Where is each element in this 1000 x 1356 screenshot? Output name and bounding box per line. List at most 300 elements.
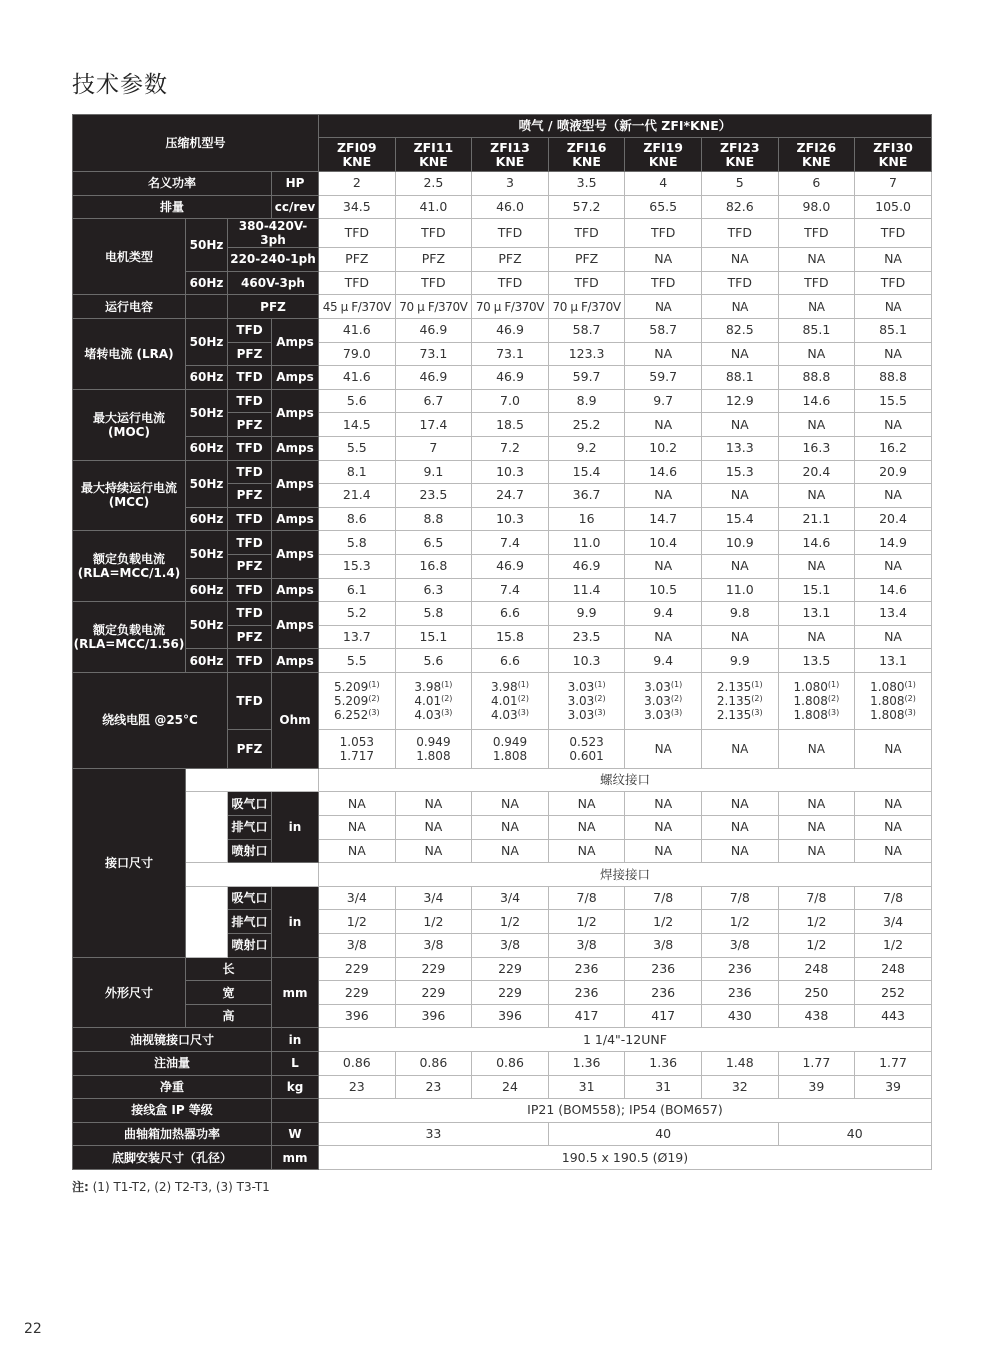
displacement-row xyxy=(73,195,932,219)
type-label: TFD xyxy=(228,672,272,729)
value-cell: 40 xyxy=(778,1122,931,1146)
model-header xyxy=(701,138,778,172)
current-row xyxy=(73,507,932,531)
value-cell: 0.86 xyxy=(319,1052,396,1076)
value-cell: 1/2 xyxy=(778,910,855,934)
value-cell: NA xyxy=(395,792,472,816)
value-cell: 18.5 xyxy=(472,413,549,437)
row-label xyxy=(73,318,186,389)
row-label-text: (RLA=MCC/1.4) xyxy=(77,566,181,581)
value-cell: 1.77 xyxy=(778,1052,855,1076)
value-cell: 105.0 xyxy=(855,195,932,219)
value-cell: 46.9 xyxy=(548,554,625,578)
value-cell: 11.4 xyxy=(548,578,625,602)
value-cell: NA xyxy=(778,342,855,366)
ip-row xyxy=(73,1099,932,1123)
value-cell: 9.4 xyxy=(625,602,702,626)
value-cell: 3/8 xyxy=(701,934,778,958)
voltage-label: 380-420V-3ph xyxy=(228,219,319,248)
value-cell: NA xyxy=(701,484,778,508)
value-cell: TFD xyxy=(319,219,396,248)
footnote-ref: (3) xyxy=(670,707,683,717)
value-cell xyxy=(548,672,625,729)
value-cell: 5.8 xyxy=(319,531,396,555)
value-cell: NA xyxy=(778,625,855,649)
resistance-value: 1.808 xyxy=(793,693,828,708)
footnote-ref: (2) xyxy=(368,693,380,703)
value-cell: 3/4 xyxy=(855,910,932,934)
value-cell: 7/8 xyxy=(548,886,625,910)
value-cell: 1.36 xyxy=(548,1052,625,1076)
value-cell: 7 xyxy=(855,172,932,196)
value-cell: 16.2 xyxy=(855,436,932,460)
hp-row xyxy=(73,172,932,196)
value-cell: 9.7 xyxy=(625,389,702,413)
value-cell: TFD xyxy=(625,271,702,295)
value-cell: 1.48 xyxy=(701,1052,778,1076)
value-cell: 59.7 xyxy=(625,366,702,390)
value-cell: 14.9 xyxy=(855,531,932,555)
weight-row xyxy=(73,1075,932,1099)
value-cell: 13.4 xyxy=(855,602,932,626)
type-label: TFD xyxy=(228,436,272,460)
row-label: 底脚安装尺寸（孔径） xyxy=(73,1146,272,1170)
value-cell: 5.6 xyxy=(395,649,472,673)
unit-label: Amps xyxy=(272,649,319,673)
connection-row xyxy=(73,863,932,887)
resistance-value: NA xyxy=(654,741,672,756)
motor-row xyxy=(73,219,932,248)
value-cell: TFD xyxy=(319,271,396,295)
model-suffix: KNE xyxy=(342,153,372,169)
footnote-ref: (2) xyxy=(670,693,683,703)
resistance-value: 3.98 xyxy=(414,679,442,694)
model-name: ZFI13 xyxy=(490,139,530,155)
value-cell: 14.6 xyxy=(625,460,702,484)
freq-label: 60Hz xyxy=(186,271,228,295)
value-cell xyxy=(319,729,396,768)
value-cell xyxy=(778,729,855,768)
resistance-value: 5.209 xyxy=(333,679,369,694)
value-cell: TFD xyxy=(701,271,778,295)
value-cell xyxy=(855,729,932,768)
resistance-value: NA xyxy=(807,741,825,756)
value-cell xyxy=(548,729,625,768)
value-cell: 15.5 xyxy=(855,389,932,413)
value-cell: 6.6 xyxy=(472,649,549,673)
value-cell: 15.3 xyxy=(701,460,778,484)
unit-label: in xyxy=(272,886,319,957)
resistance-value: 1.053 xyxy=(339,734,374,749)
value-cell: 9.2 xyxy=(548,436,625,460)
blank-label xyxy=(272,1099,319,1123)
value-cell: 34.5 xyxy=(319,195,396,219)
value-cell: 250 xyxy=(778,981,855,1005)
value-cell: 7.4 xyxy=(472,578,549,602)
model-suffix: KNE xyxy=(495,153,525,169)
footnote-ref: (2) xyxy=(517,693,530,703)
value-cell: 13.1 xyxy=(778,602,855,626)
port-label: 吸气口 xyxy=(228,886,272,910)
value-cell: 36.7 xyxy=(548,484,625,508)
resistance-value: 1.080 xyxy=(870,679,905,694)
row-label xyxy=(73,531,186,602)
value-cell: 46.9 xyxy=(472,366,549,390)
value-cell: 7.0 xyxy=(472,389,549,413)
model-header xyxy=(625,138,702,172)
value-cell: 88.1 xyxy=(701,366,778,390)
value-cell: 3/8 xyxy=(472,934,549,958)
value-cell: 70 μ F/370V xyxy=(395,295,472,319)
value-cell: 20.9 xyxy=(855,460,932,484)
value-cell: 1/2 xyxy=(548,910,625,934)
value-cell: 9.8 xyxy=(701,602,778,626)
current-row xyxy=(73,318,932,342)
current-row xyxy=(73,366,932,390)
type-label: TFD xyxy=(228,389,272,413)
value-cell: 11.0 xyxy=(701,578,778,602)
blank-cell xyxy=(186,886,228,957)
value-cell: 13.1 xyxy=(855,649,932,673)
value-cell: 16 xyxy=(548,507,625,531)
value-cell: 0.86 xyxy=(395,1052,472,1076)
value-cell: 236 xyxy=(548,957,625,981)
value-cell: NA xyxy=(778,248,855,272)
value-cell: 16.3 xyxy=(778,436,855,460)
current-row xyxy=(73,578,932,602)
unit-label: mm xyxy=(272,957,319,1028)
value-cell: 15.3 xyxy=(319,554,396,578)
value-cell: 14.6 xyxy=(855,578,932,602)
value-cell: NA xyxy=(625,342,702,366)
value-cell: 1/2 xyxy=(855,934,932,958)
value-cell: 6 xyxy=(778,172,855,196)
value-cell: TFD xyxy=(855,271,932,295)
freq-label: 50Hz xyxy=(186,219,228,272)
value-cell: 123.3 xyxy=(548,342,625,366)
model-header xyxy=(395,138,472,172)
value-cell: NA xyxy=(472,816,549,840)
value-cell: 396 xyxy=(319,1004,396,1028)
resistance-value: 3.98 xyxy=(490,679,518,694)
value-cell: PFZ xyxy=(395,248,472,272)
value-cell: 13.5 xyxy=(778,649,855,673)
value-cell: 236 xyxy=(625,981,702,1005)
value-cell: 3/4 xyxy=(395,886,472,910)
resistance-value: 4.01 xyxy=(490,693,518,708)
value-cell: 6.3 xyxy=(395,578,472,602)
footnote-ref: (2) xyxy=(904,693,916,703)
value-cell xyxy=(625,729,702,768)
value-cell: 45 μ F/370V xyxy=(319,295,396,319)
value-cell: 40 xyxy=(548,1122,778,1146)
value-cell: 21.4 xyxy=(319,484,396,508)
value-cell: NA xyxy=(472,839,549,863)
row-label: 曲轴箱加热器功率 xyxy=(73,1122,272,1146)
value-cell: 16.8 xyxy=(395,554,472,578)
footnote-ref: (3) xyxy=(517,707,530,717)
value-cell: NA xyxy=(701,554,778,578)
dimension-label: 长 xyxy=(186,957,272,981)
value-cell: 15.1 xyxy=(778,578,855,602)
type-label: PFZ xyxy=(228,729,272,768)
model-name: ZFI09 xyxy=(336,139,377,155)
value-cell: 229 xyxy=(472,957,549,981)
value-cell: 12.9 xyxy=(701,389,778,413)
port-label: 吸气口 xyxy=(228,792,272,816)
type-label: TFD xyxy=(228,366,272,390)
value-cell: 3/4 xyxy=(472,886,549,910)
resistance-value: 4.03 xyxy=(414,707,442,722)
value-cell: 24 xyxy=(472,1075,549,1099)
resistance-value: 3.03 xyxy=(567,679,595,694)
resistance-value: NA xyxy=(884,741,902,756)
type-label: TFD xyxy=(228,531,272,555)
unit-label: Amps xyxy=(272,602,319,649)
model-name: ZFI26 xyxy=(796,139,837,155)
resistance-value: 2.135 xyxy=(716,679,752,694)
page-number: 22 xyxy=(24,1321,42,1337)
model-suffix: KNE xyxy=(419,153,448,169)
resistance-value: 1.808 xyxy=(492,748,528,763)
value-cell: 248 xyxy=(778,957,855,981)
value-cell: TFD xyxy=(855,219,932,248)
value-cell: 3/8 xyxy=(625,934,702,958)
value-cell: 5 xyxy=(701,172,778,196)
row-label: 排量 xyxy=(73,195,272,219)
row-label: 绕线电阻 @25°C xyxy=(73,672,228,768)
value-cell: NA xyxy=(701,839,778,863)
value-cell: NA xyxy=(625,295,702,319)
value-cell: TFD xyxy=(472,271,549,295)
connection-row xyxy=(73,792,932,816)
value-cell: 46.0 xyxy=(472,195,549,219)
value-cell: 396 xyxy=(395,1004,472,1028)
freq-label: 60Hz xyxy=(186,649,228,673)
row-label: 油视镜接口尺寸 xyxy=(73,1028,272,1052)
value-cell: NA xyxy=(778,484,855,508)
value-cell: 0.86 xyxy=(472,1052,549,1076)
type-label: TFD xyxy=(228,602,272,626)
current-row xyxy=(73,460,932,484)
unit-label: Amps xyxy=(272,507,319,531)
value-cell: TFD xyxy=(778,219,855,248)
value-cell: NA xyxy=(701,792,778,816)
value-cell: NA xyxy=(701,625,778,649)
footnote-ref: (1) xyxy=(441,679,453,689)
freq-label: 50Hz xyxy=(186,318,228,365)
value-cell: 39 xyxy=(778,1075,855,1099)
dimension-row xyxy=(73,981,932,1005)
value-cell: 10.9 xyxy=(701,531,778,555)
type-label: TFD xyxy=(228,318,272,342)
series-header: 喷气 / 喷液型号（新一代 ZFI*KNE） xyxy=(319,115,932,138)
value-cell: PFZ xyxy=(319,248,396,272)
row-label: 接口尺寸 xyxy=(73,768,186,957)
resistance-value: 2.135 xyxy=(716,693,752,708)
value-cell: 9.9 xyxy=(701,649,778,673)
value-cell: IP21 (BOM558); IP54 (BOM657) xyxy=(319,1099,932,1123)
port-label: 喷射口 xyxy=(228,839,272,863)
value-cell: TFD xyxy=(548,271,625,295)
value-cell: 59.7 xyxy=(548,366,625,390)
value-cell: 443 xyxy=(855,1004,932,1028)
row-label-text: 最大运行电流 xyxy=(92,410,165,425)
footnote-ref: (3) xyxy=(904,707,916,717)
value-cell: 5.6 xyxy=(319,389,396,413)
value-cell: 82.5 xyxy=(701,318,778,342)
note-label: 注: xyxy=(72,1180,89,1194)
value-cell xyxy=(472,729,549,768)
value-cell: NA xyxy=(701,248,778,272)
value-cell: NA xyxy=(395,816,472,840)
value-cell: 21.1 xyxy=(778,507,855,531)
value-cell: 15.1 xyxy=(395,625,472,649)
note-text: (1) T1-T2, (2) T2-T3, (3) T3-T1 xyxy=(88,1180,270,1194)
section-label: 焊接接口 xyxy=(319,863,932,887)
resistance-value: 0.523 xyxy=(569,734,604,749)
type-label: PFZ xyxy=(228,342,272,366)
value-cell: TFD xyxy=(395,271,472,295)
value-cell: 1/2 xyxy=(778,934,855,958)
value-cell: 85.1 xyxy=(778,318,855,342)
resistance-value: 3.03 xyxy=(567,693,595,708)
current-row xyxy=(73,531,932,555)
type-label: PFZ xyxy=(228,295,319,319)
footnote-ref: (2) xyxy=(441,693,453,703)
value-cell: NA xyxy=(472,792,549,816)
value-cell: 3/8 xyxy=(395,934,472,958)
type-label: TFD xyxy=(228,649,272,673)
value-cell: 10.4 xyxy=(625,531,702,555)
current-row xyxy=(73,389,932,413)
value-cell: 46.9 xyxy=(395,366,472,390)
type-label: PFZ xyxy=(228,625,272,649)
resistance-value: 1.808 xyxy=(870,707,905,722)
resistance-value: 3.03 xyxy=(644,707,671,722)
value-cell: NA xyxy=(319,839,396,863)
port-label: 排气口 xyxy=(228,910,272,934)
value-cell: TFD xyxy=(778,271,855,295)
freq-label: 50Hz xyxy=(186,389,228,436)
footnote-ref: (3) xyxy=(751,707,763,717)
freq-label: 60Hz xyxy=(186,436,228,460)
value-cell: 10.3 xyxy=(472,460,549,484)
value-cell: NA xyxy=(701,342,778,366)
value-cell: 41.6 xyxy=(319,318,396,342)
value-cell xyxy=(778,672,855,729)
current-row xyxy=(73,436,932,460)
value-cell: 15.4 xyxy=(701,507,778,531)
connection-row xyxy=(73,886,932,910)
section-label: 螺纹接口 xyxy=(319,768,932,792)
value-cell: 73.1 xyxy=(395,342,472,366)
value-cell: NA xyxy=(319,816,396,840)
footnote-ref: (1) xyxy=(517,679,530,689)
value-cell: 8.9 xyxy=(548,389,625,413)
row-label-text: 额定负载电流 xyxy=(92,622,165,637)
value-cell: NA xyxy=(701,413,778,437)
value-cell: NA xyxy=(548,816,625,840)
port-label: 排气口 xyxy=(228,816,272,840)
value-cell: 23 xyxy=(395,1075,472,1099)
value-cell xyxy=(472,672,549,729)
value-cell: 252 xyxy=(855,981,932,1005)
unit-label: L xyxy=(272,1052,319,1076)
value-cell: 46.9 xyxy=(472,554,549,578)
value-cell: NA xyxy=(855,248,932,272)
unit-label: W xyxy=(272,1122,319,1146)
row-label: 名义功率 xyxy=(73,172,272,196)
value-cell: NA xyxy=(778,413,855,437)
value-cell: 11.0 xyxy=(548,531,625,555)
resistance-value: 4.01 xyxy=(414,693,442,708)
type-label: PFZ xyxy=(228,484,272,508)
value-cell: 31 xyxy=(625,1075,702,1099)
model-header xyxy=(319,138,396,172)
value-cell: 6.5 xyxy=(395,531,472,555)
value-cell: NA xyxy=(855,295,932,319)
model-name: ZFI30 xyxy=(873,139,913,155)
value-cell: 1 1/4"-12UNF xyxy=(319,1028,932,1052)
value-cell: 229 xyxy=(319,957,396,981)
value-cell: 236 xyxy=(625,957,702,981)
value-cell: 41.0 xyxy=(395,195,472,219)
value-cell: 9.1 xyxy=(395,460,472,484)
value-cell: NA xyxy=(701,295,778,319)
value-cell: 10.3 xyxy=(472,507,549,531)
model-suffix: KNE xyxy=(648,153,678,169)
row-label xyxy=(73,602,186,673)
value-cell xyxy=(625,672,702,729)
value-cell: 7.2 xyxy=(472,436,549,460)
value-cell: 79.0 xyxy=(319,342,396,366)
resistance-value: 4.03 xyxy=(490,707,518,722)
value-cell: 98.0 xyxy=(778,195,855,219)
footnote-ref: (2) xyxy=(594,693,606,703)
value-cell: 4 xyxy=(625,172,702,196)
value-cell: 229 xyxy=(395,981,472,1005)
value-cell: NA xyxy=(855,625,932,649)
blank-cell xyxy=(186,863,319,887)
model-name: ZFI16 xyxy=(566,139,607,155)
unit-label: kg xyxy=(272,1075,319,1099)
value-cell: 248 xyxy=(855,957,932,981)
header-row xyxy=(73,115,932,138)
value-cell: NA xyxy=(625,792,702,816)
footnote-ref: (3) xyxy=(594,707,606,717)
value-cell: 39 xyxy=(855,1075,932,1099)
type-label: TFD xyxy=(228,578,272,602)
value-cell: NA xyxy=(778,792,855,816)
value-cell: TFD xyxy=(625,219,702,248)
value-cell: 14.6 xyxy=(778,531,855,555)
value-cell: 438 xyxy=(778,1004,855,1028)
unit-label: Amps xyxy=(272,578,319,602)
unit-label: cc/rev xyxy=(272,195,319,219)
value-cell: NA xyxy=(625,554,702,578)
value-cell: 1/2 xyxy=(319,910,396,934)
compressor-model-header: 压缩机型号 xyxy=(73,115,319,172)
value-cell: 2.5 xyxy=(395,172,472,196)
footnote-ref: (1) xyxy=(670,679,683,689)
unit-label: Amps xyxy=(272,389,319,436)
value-cell: 1.36 xyxy=(625,1052,702,1076)
value-cell: 33 xyxy=(319,1122,549,1146)
value-cell: 2 xyxy=(319,172,396,196)
value-cell: PFZ xyxy=(548,248,625,272)
value-cell: 32 xyxy=(701,1075,778,1099)
